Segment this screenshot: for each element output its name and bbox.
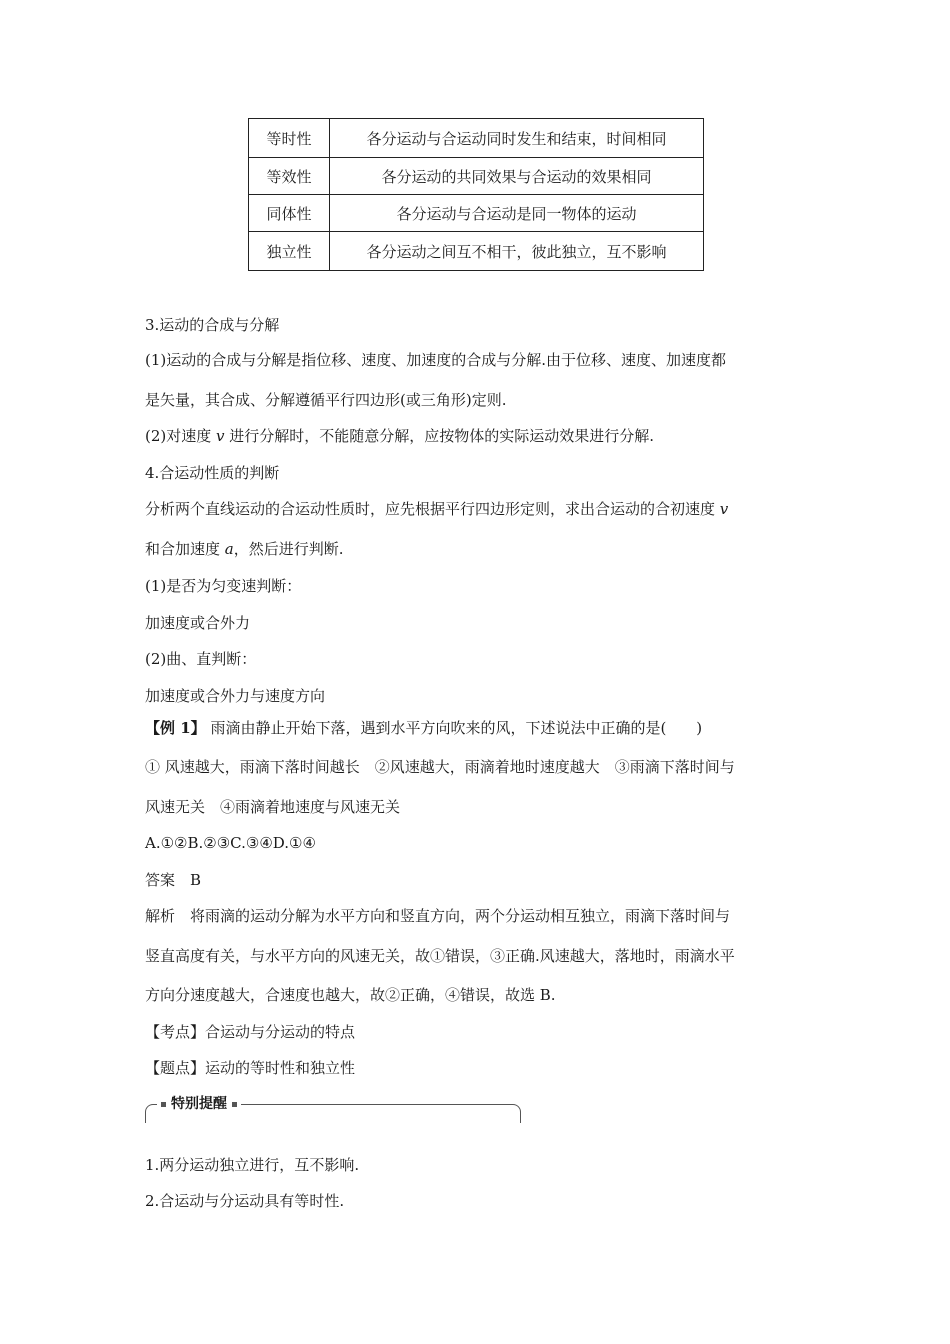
section4-sub1-text: 加速度或合外力 [145, 614, 251, 632]
property-desc: 各分运动的共同效果与合运动的效果相同 [330, 158, 704, 195]
example-options-line2: 风速无关 ④雨滴着地速度与风速无关 [145, 798, 401, 816]
section4-p-line2 [145, 539, 344, 559]
square-bullet-icon [232, 1102, 237, 1107]
tip-item-1: 1.两分运动独立进行，互不影响. [145, 1156, 360, 1174]
special-note-box [145, 1096, 520, 1124]
example-answer: 答案 B [145, 871, 202, 889]
section3-p2-after: 进行分解时，不能随意分解，应按物体的实际运动效果进行分解. [224, 427, 655, 445]
velocity-symbol: v [719, 500, 729, 518]
property-name: 等效性 [249, 158, 330, 195]
section4-p-line2-after: ，然后进行判断. [233, 540, 344, 558]
special-note-label: 特别提醒 [171, 1096, 227, 1112]
acceleration-symbol: a [224, 540, 234, 558]
property-name: 同体性 [249, 195, 330, 232]
section3-p1-line2: 是矢量，其合成、分解遵循平行四边形(或三角形)定则. [145, 391, 507, 409]
example-options-line1: ① 风速越大，雨滴下落时间越长 ②风速越大，雨滴着地时速度越大 ③雨滴下落时间与 [145, 758, 735, 776]
example-label: 【例 1】 [145, 719, 206, 737]
property-desc: 各分运动与合运动同时发生和结束，时间相同 [330, 119, 704, 158]
section4-sub2-text: 加速度或合外力与速度方向 [145, 687, 326, 705]
property-desc: 各分运动与合运动是同一物体的运动 [330, 195, 704, 232]
section4-p-line1 [145, 499, 728, 519]
table-row [249, 195, 704, 232]
velocity-symbol: v [216, 427, 225, 445]
special-note-header [157, 1094, 241, 1114]
example-analysis-line1: 解析 将雨滴的运动分解为水平方向和竖直方向，两个分运动相互独立，雨滴下落时间与 [145, 907, 731, 925]
example-analysis-line3: 方向分速度越大，合速度也越大，故②正确，④错误，故选 B. [145, 986, 556, 1004]
table-row [249, 158, 704, 195]
example-choices: A.①②B.②③C.③④D.①④ [145, 834, 316, 852]
property-name: 独立性 [249, 232, 330, 271]
section4-p-line1-text: 分析两个直线运动的合运动性质时，应先根据平行四边形定则，求出合运动的合初速度 [145, 500, 720, 518]
example-tidian: 【题点】运动的等时性和独立性 [145, 1059, 356, 1077]
section4-heading: 4.合运动性质的判断 [145, 464, 280, 482]
table-row [249, 232, 704, 271]
example-kaodian: 【考点】合运动与分运动的特点 [145, 1023, 356, 1041]
section3-heading: 3.运动的合成与分解 [145, 316, 280, 334]
section3-p1-line1: (1)运动的合成与分解是指位移、速度、加速度的合成与分解.由于位移、速度、加速度都 [145, 351, 727, 369]
property-name: 等时性 [249, 119, 330, 158]
property-desc: 各分运动之间互不相干，彼此独立，互不影响 [330, 232, 704, 271]
section4-sub1: (1)是否为匀变速判断： [145, 577, 302, 595]
example-analysis-line2: 竖直高度有关，与水平方向的风速无关，故①错误，③正确.风速越大，落地时，雨滴水平 [145, 947, 735, 965]
square-bullet-icon [161, 1102, 166, 1107]
section4-p-line2-before: 和合加速度 [145, 540, 225, 558]
tip-item-2: 2.合运动与分运动具有等时性. [145, 1192, 345, 1210]
properties-table [248, 118, 704, 271]
table-row [249, 119, 704, 158]
section4-sub2: (2)曲、直判断： [145, 650, 257, 668]
example-question-text: 雨滴由静止开始下落，遇到水平方向吹来的风，下述说法中正确的是( ) [205, 719, 703, 737]
section3-p2 [145, 426, 654, 446]
section3-p2-before: (2)对速度 [145, 427, 217, 445]
example-question [145, 718, 702, 738]
